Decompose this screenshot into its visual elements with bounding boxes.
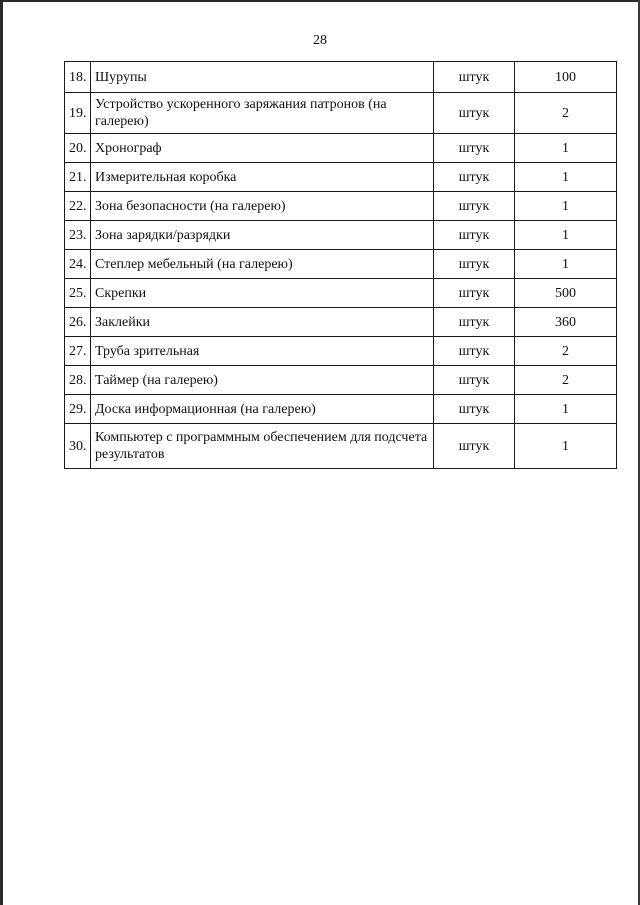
table-row [65,163,617,192]
row-number: 30. [65,424,91,469]
item-name: Шурупы [91,62,434,93]
item-quantity: 1 [515,424,617,469]
row-number: 27. [65,337,91,366]
item-unit: штук [434,163,515,192]
row-number: 25. [65,279,91,308]
item-quantity: 100 [515,62,617,93]
item-name: Зона зарядки/разрядки [91,221,434,250]
item-quantity: 2 [515,93,617,134]
row-number: 21. [65,163,91,192]
row-number: 23. [65,221,91,250]
table-row [65,395,617,424]
item-unit: штук [434,366,515,395]
item-unit: штук [434,221,515,250]
table-row [65,279,617,308]
table-row [65,93,617,134]
item-unit: штук [434,424,515,469]
item-unit: штук [434,395,515,424]
item-name: Труба зрительная [91,337,434,366]
table-row [65,221,617,250]
scan-edge-left [0,0,3,905]
item-quantity: 1 [515,395,617,424]
item-quantity: 1 [515,192,617,221]
item-quantity: 1 [515,250,617,279]
item-quantity: 2 [515,337,617,366]
equipment-table-body [65,62,617,469]
item-name: Степлер мебельный (на галерею) [91,250,434,279]
row-number: 29. [65,395,91,424]
item-name: Компьютер с программным обеспечением для подсчета результатов [91,424,434,469]
item-quantity: 1 [515,163,617,192]
item-quantity: 360 [515,308,617,337]
item-name: Измерительная коробка [91,163,434,192]
table-row [65,366,617,395]
item-name: Доска информационная (на галерею) [91,395,434,424]
scan-edge-top [0,0,640,2]
item-quantity: 1 [515,221,617,250]
item-unit: штук [434,279,515,308]
item-quantity: 1 [515,134,617,163]
item-name: Таймер (на галерею) [91,366,434,395]
equipment-table [64,61,617,469]
row-number: 26. [65,308,91,337]
table-row [65,308,617,337]
item-name: Зона безопасности (на галерею) [91,192,434,221]
item-unit: штук [434,62,515,93]
table-row [65,192,617,221]
item-unit: штук [434,192,515,221]
row-number: 18. [65,62,91,93]
item-quantity: 500 [515,279,617,308]
item-name: Заклейки [91,308,434,337]
row-number: 24. [65,250,91,279]
row-number: 19. [65,93,91,134]
page-number: 28 [313,33,327,48]
row-number: 20. [65,134,91,163]
table-row [65,62,617,93]
item-unit: штук [434,308,515,337]
table-row [65,250,617,279]
row-number: 28. [65,366,91,395]
table-row [65,424,617,469]
item-unit: штук [434,93,515,134]
row-number: 22. [65,192,91,221]
item-unit: штук [434,134,515,163]
item-name: Хронограф [91,134,434,163]
item-quantity: 2 [515,366,617,395]
item-name: Скрепки [91,279,434,308]
item-unit: штук [434,337,515,366]
table-row [65,134,617,163]
item-name: Устройство ускоренного заряжания патронов (на галерею) [91,93,434,134]
table-row [65,337,617,366]
item-unit: штук [434,250,515,279]
